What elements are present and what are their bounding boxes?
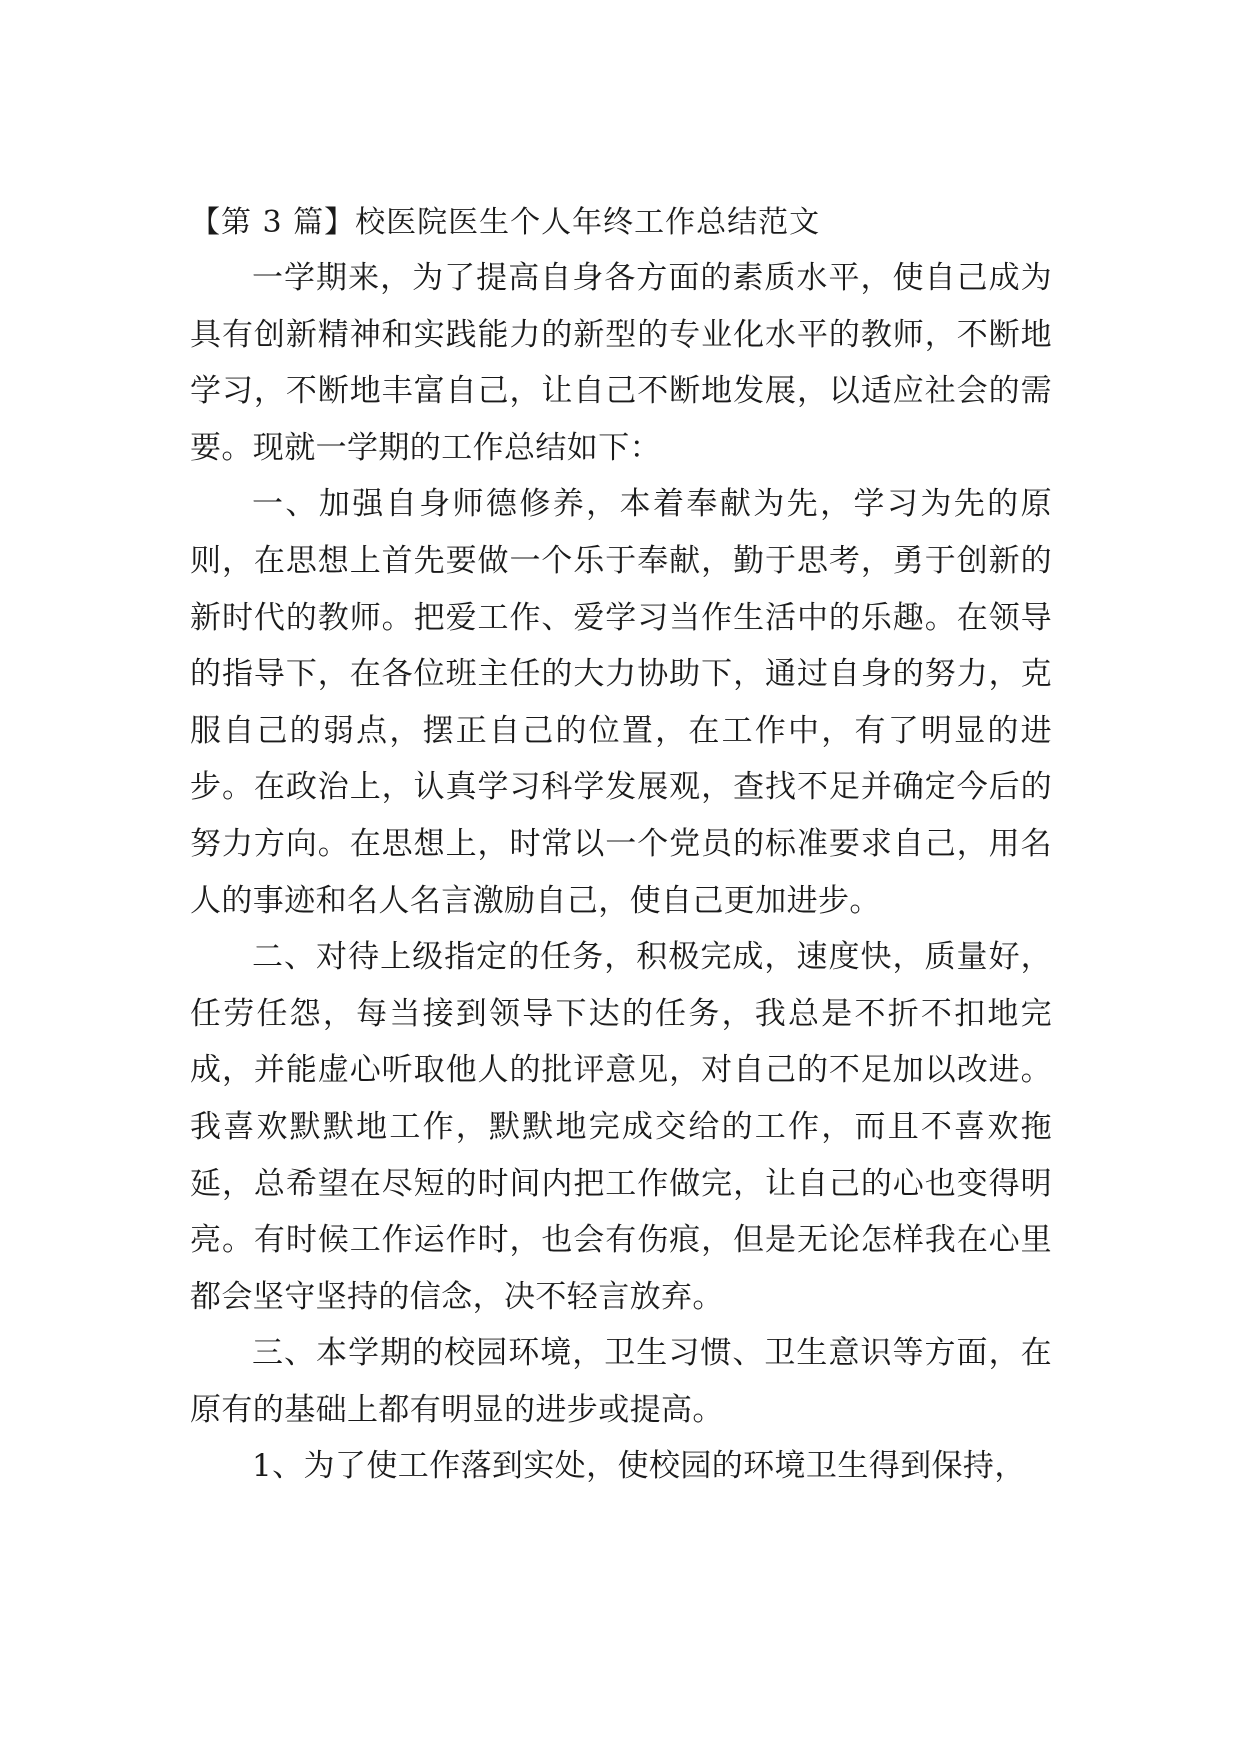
- paragraph-item-1: 1、为了使工作落到实处，使校园的环境卫生得到保持，: [252, 1448, 1026, 1485]
- document-title: 【第 3 篇】校医院医生个人年终工作总结范文: [190, 205, 821, 240]
- paragraph-section-2: 二、对待上级指定的任务，积极完成，速度快，质量好，任劳任怨，每当接到领导下达的任务，我总是不折不扣地完成，并能虚心听取他人的批评意见，对自己的不足加以改进。我喜欢默默地工作，默默地完成交给的工作，而且不喜欢拖延，总希望在尽短的时间内把工作做完，让自己的心也变得明亮。有时候工作运作时，也会有伤痕，但是无论怎样我在心里都会坚守坚持的信念，决不轻言放弃。: [190, 939, 1052, 1315]
- paragraph-section-3: 三、本学期的校园环境，卫生习惯、卫生意识等方面，在原有的基础上都有明显的进步或提高。: [190, 1335, 1052, 1428]
- paragraph-intro: 一学期来，为了提高自身各方面的素质水平，使自己成为具有创新精神和实践能力的新型的专业化水平的教师，不断地学习，不断地丰富自己，让自己不断地发展，以适应社会的需要。现就一学期的工作总结如下：: [190, 260, 1052, 466]
- document-page: [190, 196, 1052, 1495]
- paragraph-section-1: 一、加强自身师德修养，本着奉献为先，学习为先的原则，在思想上首先要做一个乐于奉献，勤于思考，勇于创新的新时代的教师。把爱工作、爱学习当作生活中的乐趣。在领导的指导下，在各位班主任的大力协助下，通过自身的努力，克服自己的弱点，摆正自己的位置，在工作中，有了明显的进步。在政治上，认真学习科学发展观，查找不足并确定今后的努力方向。在思想上，时常以一个党员的标准要求自己，用名人的事迹和名人名言激励自己，使自己更加进步。: [190, 486, 1052, 919]
